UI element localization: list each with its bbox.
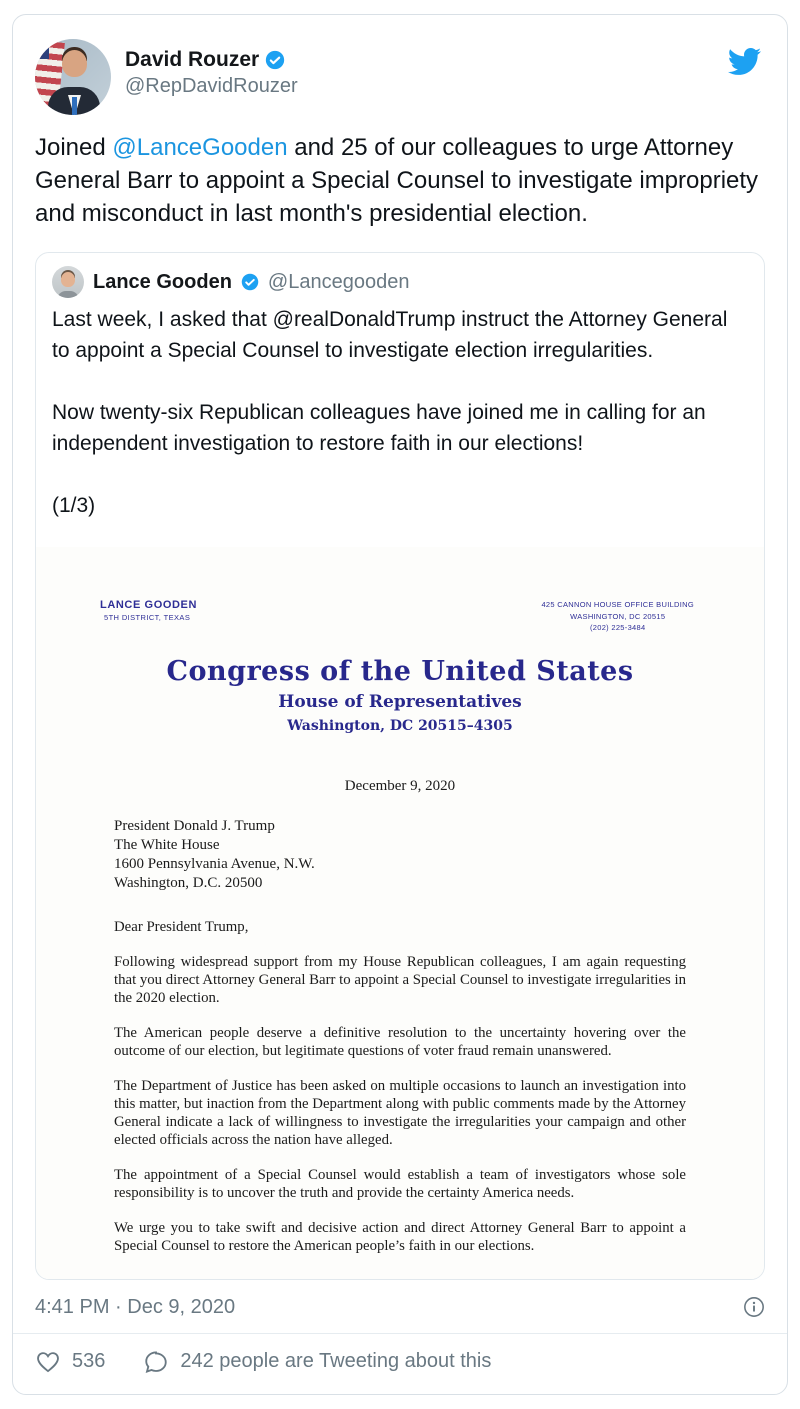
author-handle[interactable]: @RepDavidRouzer bbox=[125, 75, 298, 97]
avatar-tie bbox=[72, 97, 77, 115]
quoted-author-handle: @Lancegooden bbox=[267, 270, 410, 293]
letterhead-title: Congress of the United States bbox=[166, 655, 634, 687]
letter-recipient-line: President Donald J. Trump bbox=[114, 817, 275, 834]
letterhead-city: Washington, DC 20515–4305 bbox=[287, 717, 513, 734]
author-name[interactable]: David Rouzer bbox=[125, 48, 260, 71]
quoted-author-avatar bbox=[52, 266, 84, 298]
conversation-text: 242 people are Tweeting about this bbox=[180, 1350, 492, 1373]
engagement-bar bbox=[13, 1334, 787, 1394]
quoted-author-name: Lance Gooden bbox=[93, 270, 232, 293]
speech-bubble-icon bbox=[143, 1349, 169, 1375]
letter-date: December 9, 2020 bbox=[344, 777, 456, 794]
letterhead-row bbox=[100, 599, 694, 634]
quoted-tweet-card[interactable] bbox=[35, 252, 765, 1280]
letter-recipient-line: Washington, D.C. 20500 bbox=[114, 874, 263, 891]
letter-recipient-block bbox=[114, 817, 686, 893]
avatar-flag-canton bbox=[35, 39, 49, 59]
conversation-link[interactable] bbox=[143, 1349, 491, 1375]
letterhead-office-line: (202) 225-3484 bbox=[589, 623, 646, 633]
author-names bbox=[125, 39, 298, 98]
quoted-avatar-face bbox=[61, 272, 75, 287]
quoted-verified-badge-icon bbox=[241, 273, 259, 291]
quoted-paragraph: Now twenty-six Republican colleagues have joined me in calling for an independent investigation to restore faith in our elections! bbox=[52, 401, 706, 455]
twitter-bird-icon[interactable] bbox=[723, 44, 765, 79]
like-count: 536 bbox=[72, 1350, 106, 1373]
letter-paragraph: Following widespread support from my House Republican colleagues, I am again requesting that you direct Attorney General Barr to appoint a Special Counsel to investigate irregularities in the 2020 election. bbox=[114, 953, 686, 1006]
tweet-text bbox=[13, 115, 787, 230]
letter-paragraph: The American people deserve a definitive resolution to the uncertainty hovering over the outcome of our election, but legitimate questions of voter fraud remain unanswered. bbox=[114, 1024, 686, 1059]
tweet-header bbox=[13, 15, 787, 115]
letterhead-sender-district: 5TH DISTRICT, TEXAS bbox=[104, 613, 191, 622]
info-icon[interactable] bbox=[743, 1296, 765, 1318]
quoted-paragraph: Last week, I asked that @realDonaldTrump instruct the Attorney General to appoint a Special Counsel to investigate election irregularities. bbox=[52, 308, 728, 362]
tweet-text-after: and 25 of our colleagues to urge Attorney General Barr to appoint a Special Counsel to investigate impropriety and misconduct in last month's presidential election. bbox=[35, 134, 759, 227]
tweet-card bbox=[12, 14, 788, 1395]
quoted-tweet-text bbox=[36, 298, 764, 521]
quoted-avatar-shoulders bbox=[57, 291, 79, 298]
avatar-face bbox=[62, 50, 87, 77]
letter-recipient-line: 1600 Pennsylvania Avenue, N.W. bbox=[114, 855, 315, 872]
letter-salutation: Dear President Trump, bbox=[114, 918, 249, 935]
letterhead-sender bbox=[100, 599, 197, 622]
letter-paragraph: The Department of Justice has been asked on multiple occasions to launch an investigation into this matter, but inaction from the Department along with public comments made by the Attorney General indicate a lack of willingness to investigate the irregularities your campaign and other elected officials across the nation have alleged. bbox=[114, 1077, 686, 1148]
heart-icon bbox=[35, 1349, 61, 1375]
letter-recipient-line: The White House bbox=[114, 836, 220, 853]
letterhead-office-address bbox=[541, 599, 694, 634]
letterhead-subtitle: House of Representatives bbox=[278, 691, 522, 712]
letterhead-sender-name: LANCE GOODEN bbox=[100, 599, 198, 611]
like-link[interactable] bbox=[35, 1349, 105, 1375]
letterhead-office-line: 425 CANNON HOUSE OFFICE BUILDING bbox=[541, 600, 694, 609]
letterhead-office-line: WASHINGTON, DC 20515 bbox=[570, 611, 666, 621]
quoted-tweet-header bbox=[36, 253, 764, 298]
quoted-paragraph: (1/3) bbox=[52, 494, 96, 517]
mention-link[interactable]: @LanceGooden bbox=[112, 134, 288, 161]
verified-badge-icon bbox=[265, 50, 285, 70]
tweet-text-before: Joined bbox=[35, 134, 113, 161]
letter-paragraph: The appointment of a Special Counsel would establish a team of investigators whose sole responsibility is to uncover the truth and provide the certainty America needs. bbox=[114, 1166, 686, 1201]
tweet-footer bbox=[13, 1280, 787, 1333]
letter-paragraph: We urge you to take swift and decisive action and direct Attorney General Barr to appoint a Special Counsel to restore the American people’s faith in our elections. bbox=[114, 1219, 686, 1254]
author-avatar[interactable] bbox=[35, 39, 111, 115]
timestamp-link[interactable]: 4:41 PM · Dec 9, 2020 bbox=[35, 1295, 236, 1318]
letter-image[interactable] bbox=[36, 547, 764, 1279]
